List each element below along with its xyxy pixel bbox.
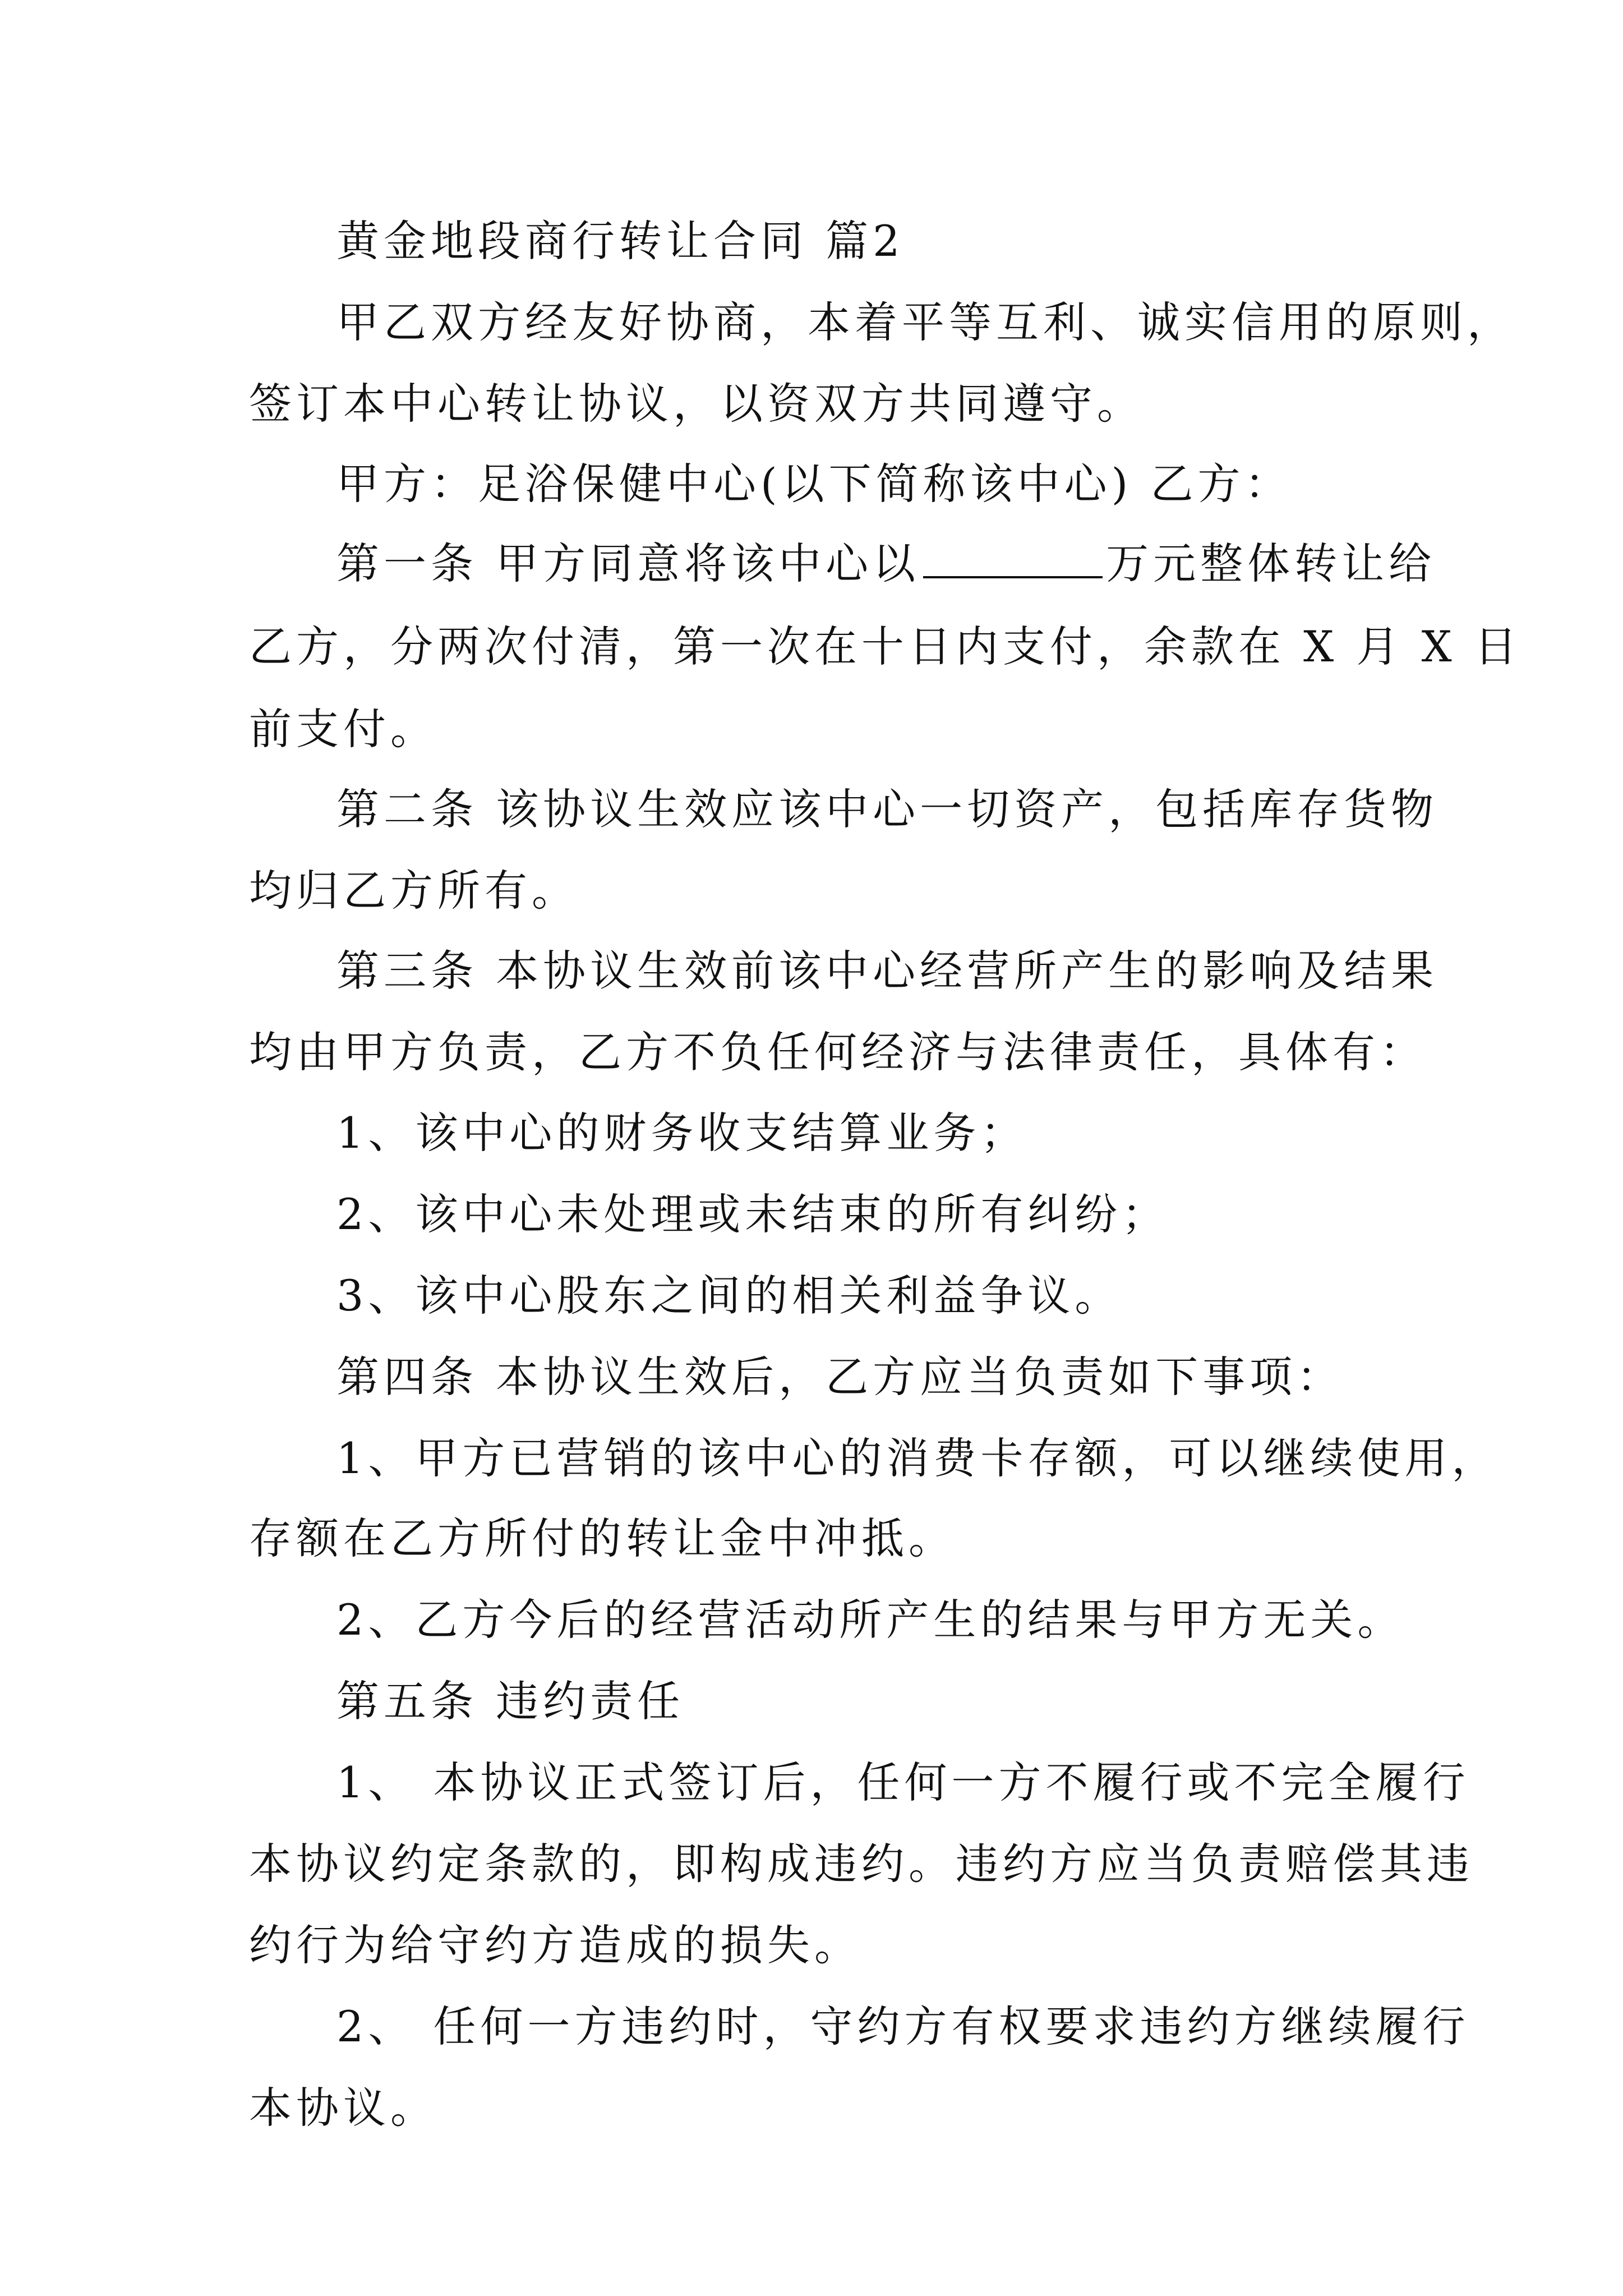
article1-line-1 [336,536,1436,592]
article4-heading: 第四条 本协议生效后，乙方应当负责如下事项： [336,1352,1344,1402]
intro-line-1: 甲乙双方经友好协商，本着平等互利、诚实信用的原则， [336,297,1514,347]
article3-item-1: 1、该中心的财务收支结算业务； [336,1108,1028,1158]
article2-line-2: 均归乙方所有。 [249,866,579,915]
article4-item2: 2、乙方今后的经营活动所产生的结果与甲方无关。 [336,1595,1405,1645]
article5-item2-line-1: 2、 任何一方违约时，守约方有权要求违约方继续履行 [336,2001,1470,2051]
article4-item1-line-2: 存额在乙方所付的转让金中冲抵。 [249,1513,956,1563]
article1-line-3: 前支付。 [249,704,437,754]
article2-line-1: 第二条 该协议生效应该中心一切资产，包括库存货物 [336,784,1438,834]
article4-item1-line-1: 1、甲方已营销的该中心的消费卡存额，可以继续使用， [336,1433,1499,1483]
article1-text-after-blank: 万元整体转让给 [1106,539,1436,588]
article1-line-2: 乙方，分两次付清，第一次在十日内支付，余款在 X 月 X 日 [249,622,1521,671]
article5-item2-line-2: 本协议。 [249,2083,437,2133]
document-title: 黄金地段商行转让合同 篇2 [336,216,905,266]
article5-heading: 第五条 违约责任 [336,1676,685,1726]
article3-line-1: 第三条 本协议生效前该中心经营所产生的影响及结果 [336,946,1438,996]
article3-line-2: 均由甲方负责，乙方不负任何经济与法律责任，具体有： [249,1027,1427,1077]
article5-item1-line-3: 约行为给守约方造成的损失。 [249,1920,861,1970]
article3-item-2: 2、该中心未处理或未结束的所有纠纷； [336,1189,1169,1239]
article3-item-3: 3、该中心股东之间的相关利益争议。 [336,1271,1122,1320]
article1-text-before-blank: 第一条 甲方同意将该中心以 [336,539,920,588]
parties-line: 甲方：足浴保健中心(以下简称该中心) 乙方： [336,459,1292,509]
amount-blank [923,537,1103,578]
article5-item1-line-1: 1、 本协议正式签订后，任何一方不履行或不完全履行 [336,1757,1470,1807]
article5-item1-line-2: 本协议约定条款的，即构成违约。违约方应当负责赔偿其违 [249,1839,1474,1889]
intro-line-2: 签订本中心转让协议，以资双方共同遵守。 [249,379,1144,429]
